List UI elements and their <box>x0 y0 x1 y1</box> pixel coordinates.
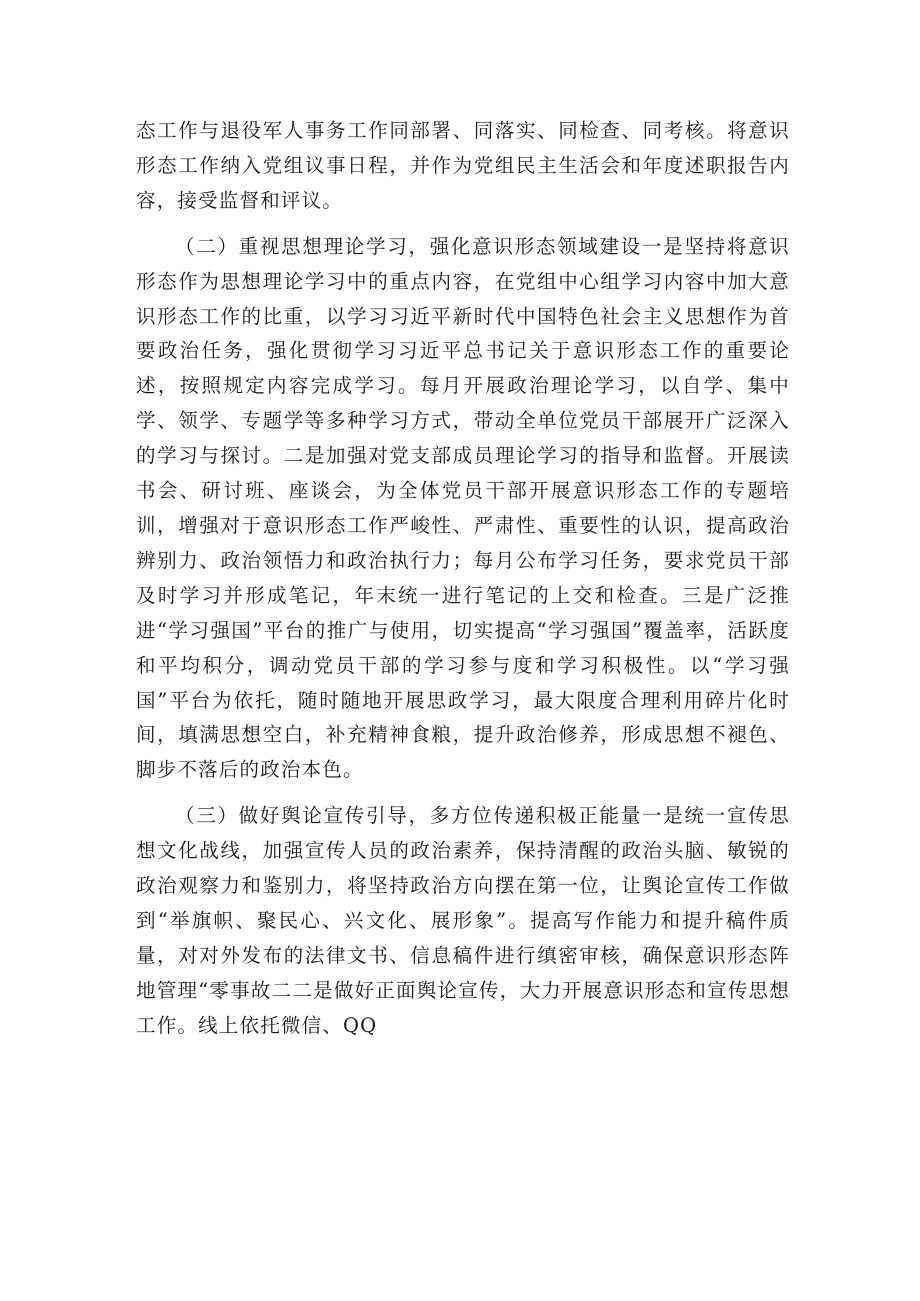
paragraph-section-two: （二）重视思想理论学习，强化意识形态领域建设一是坚持将意识形态作为思想理论学习中的重点内容，在党组中心组学习内容中加大意识形态工作的比重，以学习习近平新时代中国特色社会主义思想作为首要政治任务，强化贯彻学习习近平总书记关于意识形态工作的重要论述，按照规定内容完成学习。每月开展政治理论学习，以自学、集中学、领学、专题学等多种学习方式，带动全单位党员干部展开广泛深入的学习与探讨。二是加强对党支部成员理论学习的指导和监督。开展读书会、研讨班、座谈会，为全体党员干部开展意识形态工作的专题培训，增强对于意识形态工作严峻性、严肃性、重要性的认识，提高政治辨别力、政治领悟力和政治执行力；每月公布学习任务，要求党员干部及时学习并形成笔记，年末统一进行笔记的上交和检查。三是广泛推进“学习强国”平台的推广与使用，切实提高“学习强国”覆盖率，活跃度和平均积分，调动党员干部的学习参与度和学习积极性。以“学习强国”平台为依托，随时随地开展思政学习，最大限度合理利用碎片化时间，填满思想空白，补充精神食粮，提升政治修养，形成思想不褪色、脚步不落后的政治本色。 <box>136 234 790 782</box>
paragraph-section-three: （三）做好舆论宣传引导，多方位传递积极正能量一是统一宣传思想文化战线，加强宣传人员的政治素养，保持清醒的政治头脑、敏锐的政治观察力和鉴别力，将坚持政治方向摆在第一位，让舆论宣传工作做到“举旗帜、聚民心、兴文化、展形象”。提高写作能力和提升稿件质量，对对外发布的法律文书、信息稿件进行缜密审核，确保意识形态阵地管理“零事故二二是做好正面舆论宣传，大力开展意识形态和宣传思想工作。线上依托微信、QQ <box>136 804 790 1037</box>
paragraph-continuation: 态工作与退役军人事务工作同部署、同落实、同检查、同考核。将意识形态工作纳入党组议事日程，并作为党组民主生活会和年度述职报告内容，接受监督和评议。 <box>136 119 790 212</box>
document-body <box>136 114 790 1044</box>
